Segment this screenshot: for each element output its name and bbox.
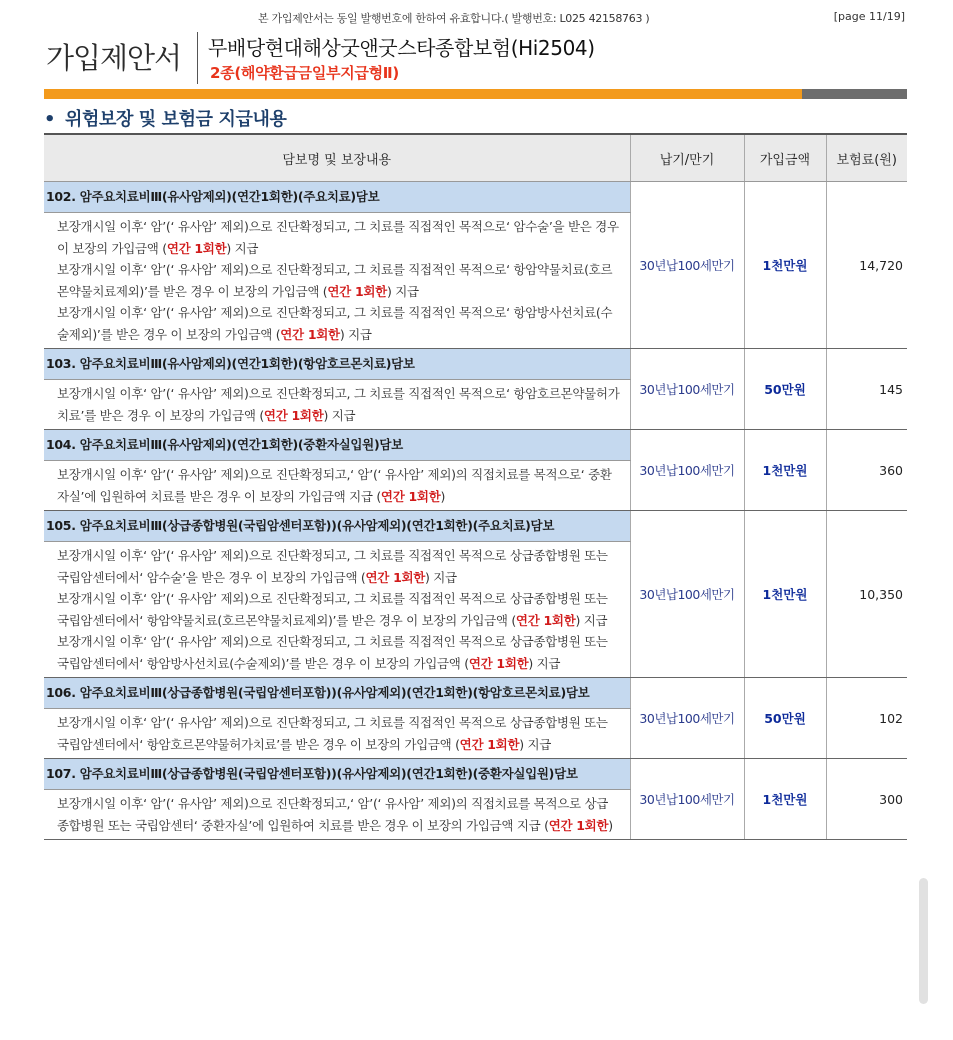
header-premium: 보험료(원)	[826, 134, 907, 182]
limit-emphasis: 연간 1회한	[459, 736, 520, 752]
description-text: 보장개시일 이후‘ 암’(‘ 유사암’ 제외)으로 진단확정되고, 그 치료를 직접적인 목적으로 상급종합병원 또는 국립암센터에서‘ 암수술’을 받은 경우 이 보장의 가입금액 (	[57, 548, 608, 585]
header-divider	[197, 32, 198, 84]
description-text: 보장개시일 이후‘ 암’(‘ 유사암’ 제외)으로 진단확정되고, 그 치료를 직접적인 목적으로 상급종합병원 또는 국립암센터에서‘ 항암약물치료(호르몬약물치료제외)’를 받은 경우 이 보장의 가입금액 (	[57, 591, 608, 628]
document-header	[44, 28, 907, 88]
description-text: 보장개시일 이후‘ 암’(‘ 유사암’ 제외)으로 진단확정되고, 그 치료를 직접적인 목적으로 상급종합병원 또는 국립암센터에서‘ 항암방사선치료(수술제외)’를 받은 경우 이 보장의 가입금액 (	[57, 634, 608, 671]
term-cell: 30년납100세만기	[630, 430, 744, 511]
coverage-title-row	[44, 430, 907, 461]
description-text: ) 지급	[226, 240, 259, 256]
header-amount: 가입금액	[744, 134, 826, 182]
description-text: ) 지급	[386, 283, 419, 299]
description-line	[57, 712, 620, 755]
coverage-title: 102. 암주요치료비Ⅲ(유사암제외)(연간1회한)(주요치료)담보	[44, 182, 630, 213]
description-text: ) 지급	[323, 407, 356, 423]
premium-cell: 102	[826, 678, 907, 759]
limit-emphasis: 연간 1회한	[515, 612, 576, 628]
premium-cell: 10,350	[826, 511, 907, 678]
coverage-table	[44, 133, 907, 840]
description-text: 보장개시일 이후‘ 암’(‘ 유사암’ 제외)으로 진단확정되고, 그 치료를 직접적인 목적으로‘ 암수술’을 받은 경우 이 보장의 가입금액 (	[57, 219, 619, 256]
description-line	[57, 793, 620, 836]
description-text: ) 지급	[425, 569, 457, 585]
term-cell: 30년납100세만기	[630, 678, 744, 759]
coverage-title-row	[44, 759, 907, 790]
description-text: ) 지급	[528, 655, 561, 671]
description-text: 보장개시일 이후‘ 암’(‘ 유사암’ 제외)으로 진단확정되고,‘ 암’(‘ 유사암’ 제외)의 직접치료를 목적으로 상급종합병원 또는 국립암센터‘ 중환자실’에 입원하여 치료를 받은 경우 이 보장의 가입금액 지급 (	[57, 796, 609, 833]
section-title-text: 위험보장 및 보험금 지급내용	[64, 109, 287, 130]
page-indicator: [page 11/19]	[833, 10, 905, 23]
coverage-title: 106. 암주요치료비Ⅲ(상급종합병원(국립암센터포함))(유사암제외)(연간1회한)(항암호르몬치료)담보	[44, 678, 630, 709]
scrollbar-thumb[interactable]	[919, 878, 928, 1004]
coverage-description	[44, 380, 630, 430]
description-line	[57, 383, 620, 426]
description-line	[57, 545, 620, 588]
coverage-description	[44, 542, 630, 678]
limit-emphasis: 연간 1회한	[166, 240, 227, 256]
description-text: 보장개시일 이후‘ 암’(‘ 유사암’ 제외)으로 진단확정되고, 그 치료를 직접적인 목적으로 상급종합병원 또는 국립암센터에서‘ 항암호르몬약물허가치료’를 받은 경우 이 보장의 가입금액 (	[57, 715, 608, 752]
table-header-row	[44, 134, 907, 182]
description-text: ) 지급	[339, 326, 372, 342]
band-gray-segment	[802, 89, 907, 99]
section-title	[44, 105, 286, 131]
description-text: )	[608, 817, 613, 833]
header-term: 납기/만기	[630, 134, 744, 182]
coverage-description	[44, 709, 630, 759]
description-line	[57, 259, 620, 302]
term-cell: 30년납100세만기	[630, 349, 744, 430]
premium-cell: 145	[826, 349, 907, 430]
premium-cell: 360	[826, 430, 907, 511]
band-orange-segment	[44, 89, 802, 99]
description-line	[57, 216, 620, 259]
top-notice-bar	[0, 10, 953, 26]
limit-emphasis: 연간 1회한	[468, 655, 529, 671]
product-name: 무배당현대해상굿앤굿스타종합보험(Hi2504)	[208, 36, 595, 60]
description-text: )	[440, 488, 446, 504]
coverage-title: 103. 암주요치료비Ⅲ(유사암제외)(연간1회한)(항암호르몬치료)담보	[44, 349, 630, 380]
description-text: 보장개시일 이후‘ 암’(‘ 유사암’ 제외)으로 진단확정되고, 그 치료를 직접적인 목적으로‘ 항암방사선치료(수술제외)’를 받은 경우 이 보장의 가입금액 (	[57, 305, 613, 342]
header-color-band	[44, 89, 907, 99]
term-cell: 30년납100세만기	[630, 759, 744, 840]
limit-emphasis: 연간 1회한	[263, 407, 324, 423]
coverage-title: 104. 암주요치료비Ⅲ(유사암제외)(연간1회한)(중환자실입원)담보	[44, 430, 630, 461]
amount-cell: 1천만원	[744, 511, 826, 678]
premium-cell: 14,720	[826, 182, 907, 349]
coverage-title-row	[44, 182, 907, 213]
description-text: 보장개시일 이후‘ 암’(‘ 유사암’ 제외)으로 진단확정되고, 그 치료를 직접적인 목적으로‘ 항암약물치료(호르몬약물치료제외)’를 받은 경우 이 보장의 가입금액 (	[57, 262, 613, 299]
product-subtitle: 2종(해약환급금일부지급형Ⅱ)	[210, 64, 399, 82]
section-bullet: •	[44, 109, 56, 130]
amount-cell: 1천만원	[744, 430, 826, 511]
coverage-description	[44, 790, 630, 840]
coverage-description	[44, 213, 630, 349]
description-line	[57, 588, 620, 631]
description-text: 보장개시일 이후‘ 암’(‘ 유사암’ 제외)으로 진단확정되고, 그 치료를 직접적인 목적으로‘ 항암호르몬약물허가치료’를 받은 경우 이 보장의 가입금액 (	[57, 386, 620, 423]
term-cell: 30년납100세만기	[630, 511, 744, 678]
header-coverage: 담보명 및 보장내용	[44, 134, 630, 182]
amount-cell: 1천만원	[744, 182, 826, 349]
description-text: ) 지급	[519, 736, 552, 752]
coverage-description	[44, 461, 630, 511]
coverage-title: 107. 암주요치료비Ⅲ(상급종합병원(국립암센터포함))(유사암제외)(연간1회한)(중환자실입원)담보	[44, 759, 630, 790]
description-line	[57, 631, 620, 674]
coverage-title-row	[44, 678, 907, 709]
amount-cell: 1천만원	[744, 759, 826, 840]
coverage-table-body	[44, 182, 907, 840]
limit-emphasis: 연간 1회한	[380, 488, 441, 504]
coverage-title-row	[44, 349, 907, 380]
limit-emphasis: 연간 1회한	[365, 569, 426, 585]
premium-cell: 300	[826, 759, 907, 840]
description-text: 보장개시일 이후‘ 암’(‘ 유사암’ 제외)으로 진단확정되고,‘ 암’(‘ 유사암’ 제외)의 직접치료를 목적으로‘ 중환자실’에 입원하여 치료를 받은 경우 이 보장의 가입금액 지급 (	[57, 467, 612, 504]
description-text: ) 지급	[575, 612, 608, 628]
amount-cell: 50만원	[744, 349, 826, 430]
description-line	[57, 464, 620, 507]
description-line	[57, 302, 620, 345]
amount-cell: 50만원	[744, 678, 826, 759]
document-title: 가입제안서	[46, 41, 182, 75]
coverage-title-row	[44, 511, 907, 542]
limit-emphasis: 연간 1회한	[548, 817, 609, 833]
validity-notice: 본 가입제안서는 동일 발행번호에 한하여 유효합니다.( 발행번호: L025 42158763 )	[258, 12, 650, 25]
term-cell: 30년납100세만기	[630, 182, 744, 349]
limit-emphasis: 연간 1회한	[280, 326, 340, 342]
limit-emphasis: 연간 1회한	[327, 283, 387, 299]
coverage-title: 105. 암주요치료비Ⅲ(상급종합병원(국립암센터포함))(유사암제외)(연간1회한)(주요치료)담보	[44, 511, 630, 542]
